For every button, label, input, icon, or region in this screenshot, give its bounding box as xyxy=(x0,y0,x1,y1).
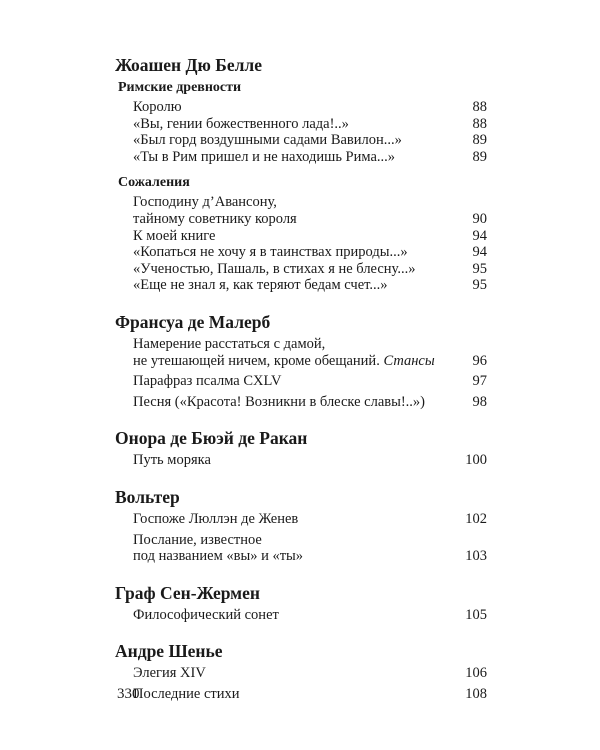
entry-title: «Был горд воздушными садами Вавилон...» xyxy=(133,132,402,149)
entry-page-number: 94 xyxy=(472,244,487,261)
entry-title: Королю xyxy=(133,99,182,115)
toc-entry[interactable] xyxy=(133,99,487,116)
toc-entry[interactable] xyxy=(133,211,487,228)
entry-page-number: 88 xyxy=(472,115,487,132)
entry-page-number: 97 xyxy=(472,373,487,390)
entry-title-with-italic xyxy=(133,353,435,370)
entry-list xyxy=(133,452,487,469)
entry-title: «Вы, гении божественного лада!..» xyxy=(133,115,349,132)
entry-page-number: 95 xyxy=(472,260,487,277)
section-heading: Сожаления xyxy=(118,175,190,191)
entry-title: Госпоже Люллэн де Женев xyxy=(133,510,299,527)
entry-page-number: 106 xyxy=(465,665,487,682)
entry-title: «Еще не знал я, как теряют бедам счет...» xyxy=(133,277,388,294)
entry-page-number: 100 xyxy=(465,452,487,469)
entry-page-number: 89 xyxy=(472,148,487,165)
entry-title: Путь моряка xyxy=(133,452,211,469)
entry-list xyxy=(133,607,487,624)
toc-entry[interactable] xyxy=(133,532,487,549)
toc-entry[interactable] xyxy=(133,665,487,682)
entry-title: Намерение расстаться с дамой, xyxy=(133,335,326,352)
section-heading: Римские древности xyxy=(118,80,242,95)
author-heading: Вольтер xyxy=(115,486,180,507)
toc-entry[interactable] xyxy=(133,116,487,133)
entry-title: Послание, известное xyxy=(133,531,262,548)
entry-page-number: 96 xyxy=(472,352,487,369)
toc-entry[interactable] xyxy=(133,149,487,166)
entry-title: «Копаться не хочу я в таинствах природы...» xyxy=(133,244,408,261)
entry-list xyxy=(133,665,487,702)
entry-page-number: 90 xyxy=(472,210,487,227)
toc-entry[interactable] xyxy=(133,686,487,703)
toc-entry[interactable] xyxy=(133,336,487,353)
table-of-contents xyxy=(115,54,487,702)
entry-page-number: 102 xyxy=(465,510,487,527)
entry-title: К моей книге xyxy=(133,227,216,244)
toc-entry[interactable] xyxy=(133,244,487,261)
entry-page-number: 108 xyxy=(465,685,487,702)
toc-entry[interactable] xyxy=(133,607,487,624)
toc-entry[interactable] xyxy=(133,353,487,370)
entry-list xyxy=(133,336,487,410)
entry-title: Господину д’Авансону, xyxy=(133,194,277,211)
toc-entry[interactable] xyxy=(133,394,487,411)
entry-list xyxy=(133,194,487,294)
entry-title: Последние стихи xyxy=(133,685,240,702)
toc-entry[interactable] xyxy=(133,452,487,469)
toc-entry[interactable] xyxy=(133,261,487,278)
author-heading: Франсуа де Малерб xyxy=(115,311,271,332)
entry-page-number: 95 xyxy=(472,277,487,294)
entry-page-number: 98 xyxy=(472,393,487,410)
author-heading: Онора де Бюэй де Ракан xyxy=(115,428,308,449)
toc-entry[interactable] xyxy=(133,277,487,294)
entry-page-number: 105 xyxy=(465,606,487,623)
entry-title: «Ты в Рим пришел и не находишь Рима...» xyxy=(133,148,396,165)
entry-title: Философический сонет xyxy=(133,606,279,623)
entry-list xyxy=(133,99,487,165)
entry-title: тайному советнику короля xyxy=(133,210,297,227)
toc-entry[interactable] xyxy=(133,548,487,565)
entry-list xyxy=(133,511,487,565)
toc-entry[interactable] xyxy=(133,228,487,245)
entry-title: под названием «вы» и «ты» xyxy=(133,548,304,565)
toc-entry[interactable] xyxy=(133,132,487,149)
entry-title: Элегия XIV xyxy=(133,665,206,682)
entry-genre-italic: Стансы xyxy=(383,352,435,369)
entry-page-number: 103 xyxy=(465,548,487,565)
entry-title: не утешающей ничем, кроме обещаний. xyxy=(133,352,380,369)
toc-entry[interactable] xyxy=(133,194,487,211)
entry-title: Парафраз псалма CXLV xyxy=(133,373,282,390)
entry-page-number: 89 xyxy=(472,132,487,149)
author-heading: Андре Шенье xyxy=(115,641,223,662)
page-number: 330 xyxy=(117,686,140,702)
entry-title: «Ученостью, Пашаль, в стихах я не блесну...» xyxy=(133,260,416,277)
author-heading: Граф Сен-Жермен xyxy=(115,582,260,603)
entry-page-number: 94 xyxy=(472,227,487,244)
entry-page-number: 88 xyxy=(472,99,487,115)
toc-entry[interactable] xyxy=(133,511,487,528)
entry-title: Песня («Красота! Возникни в блеске славы!..») xyxy=(133,393,426,410)
author-heading: Жоашен Дю Белле xyxy=(115,55,263,75)
toc-entry[interactable] xyxy=(133,373,487,390)
